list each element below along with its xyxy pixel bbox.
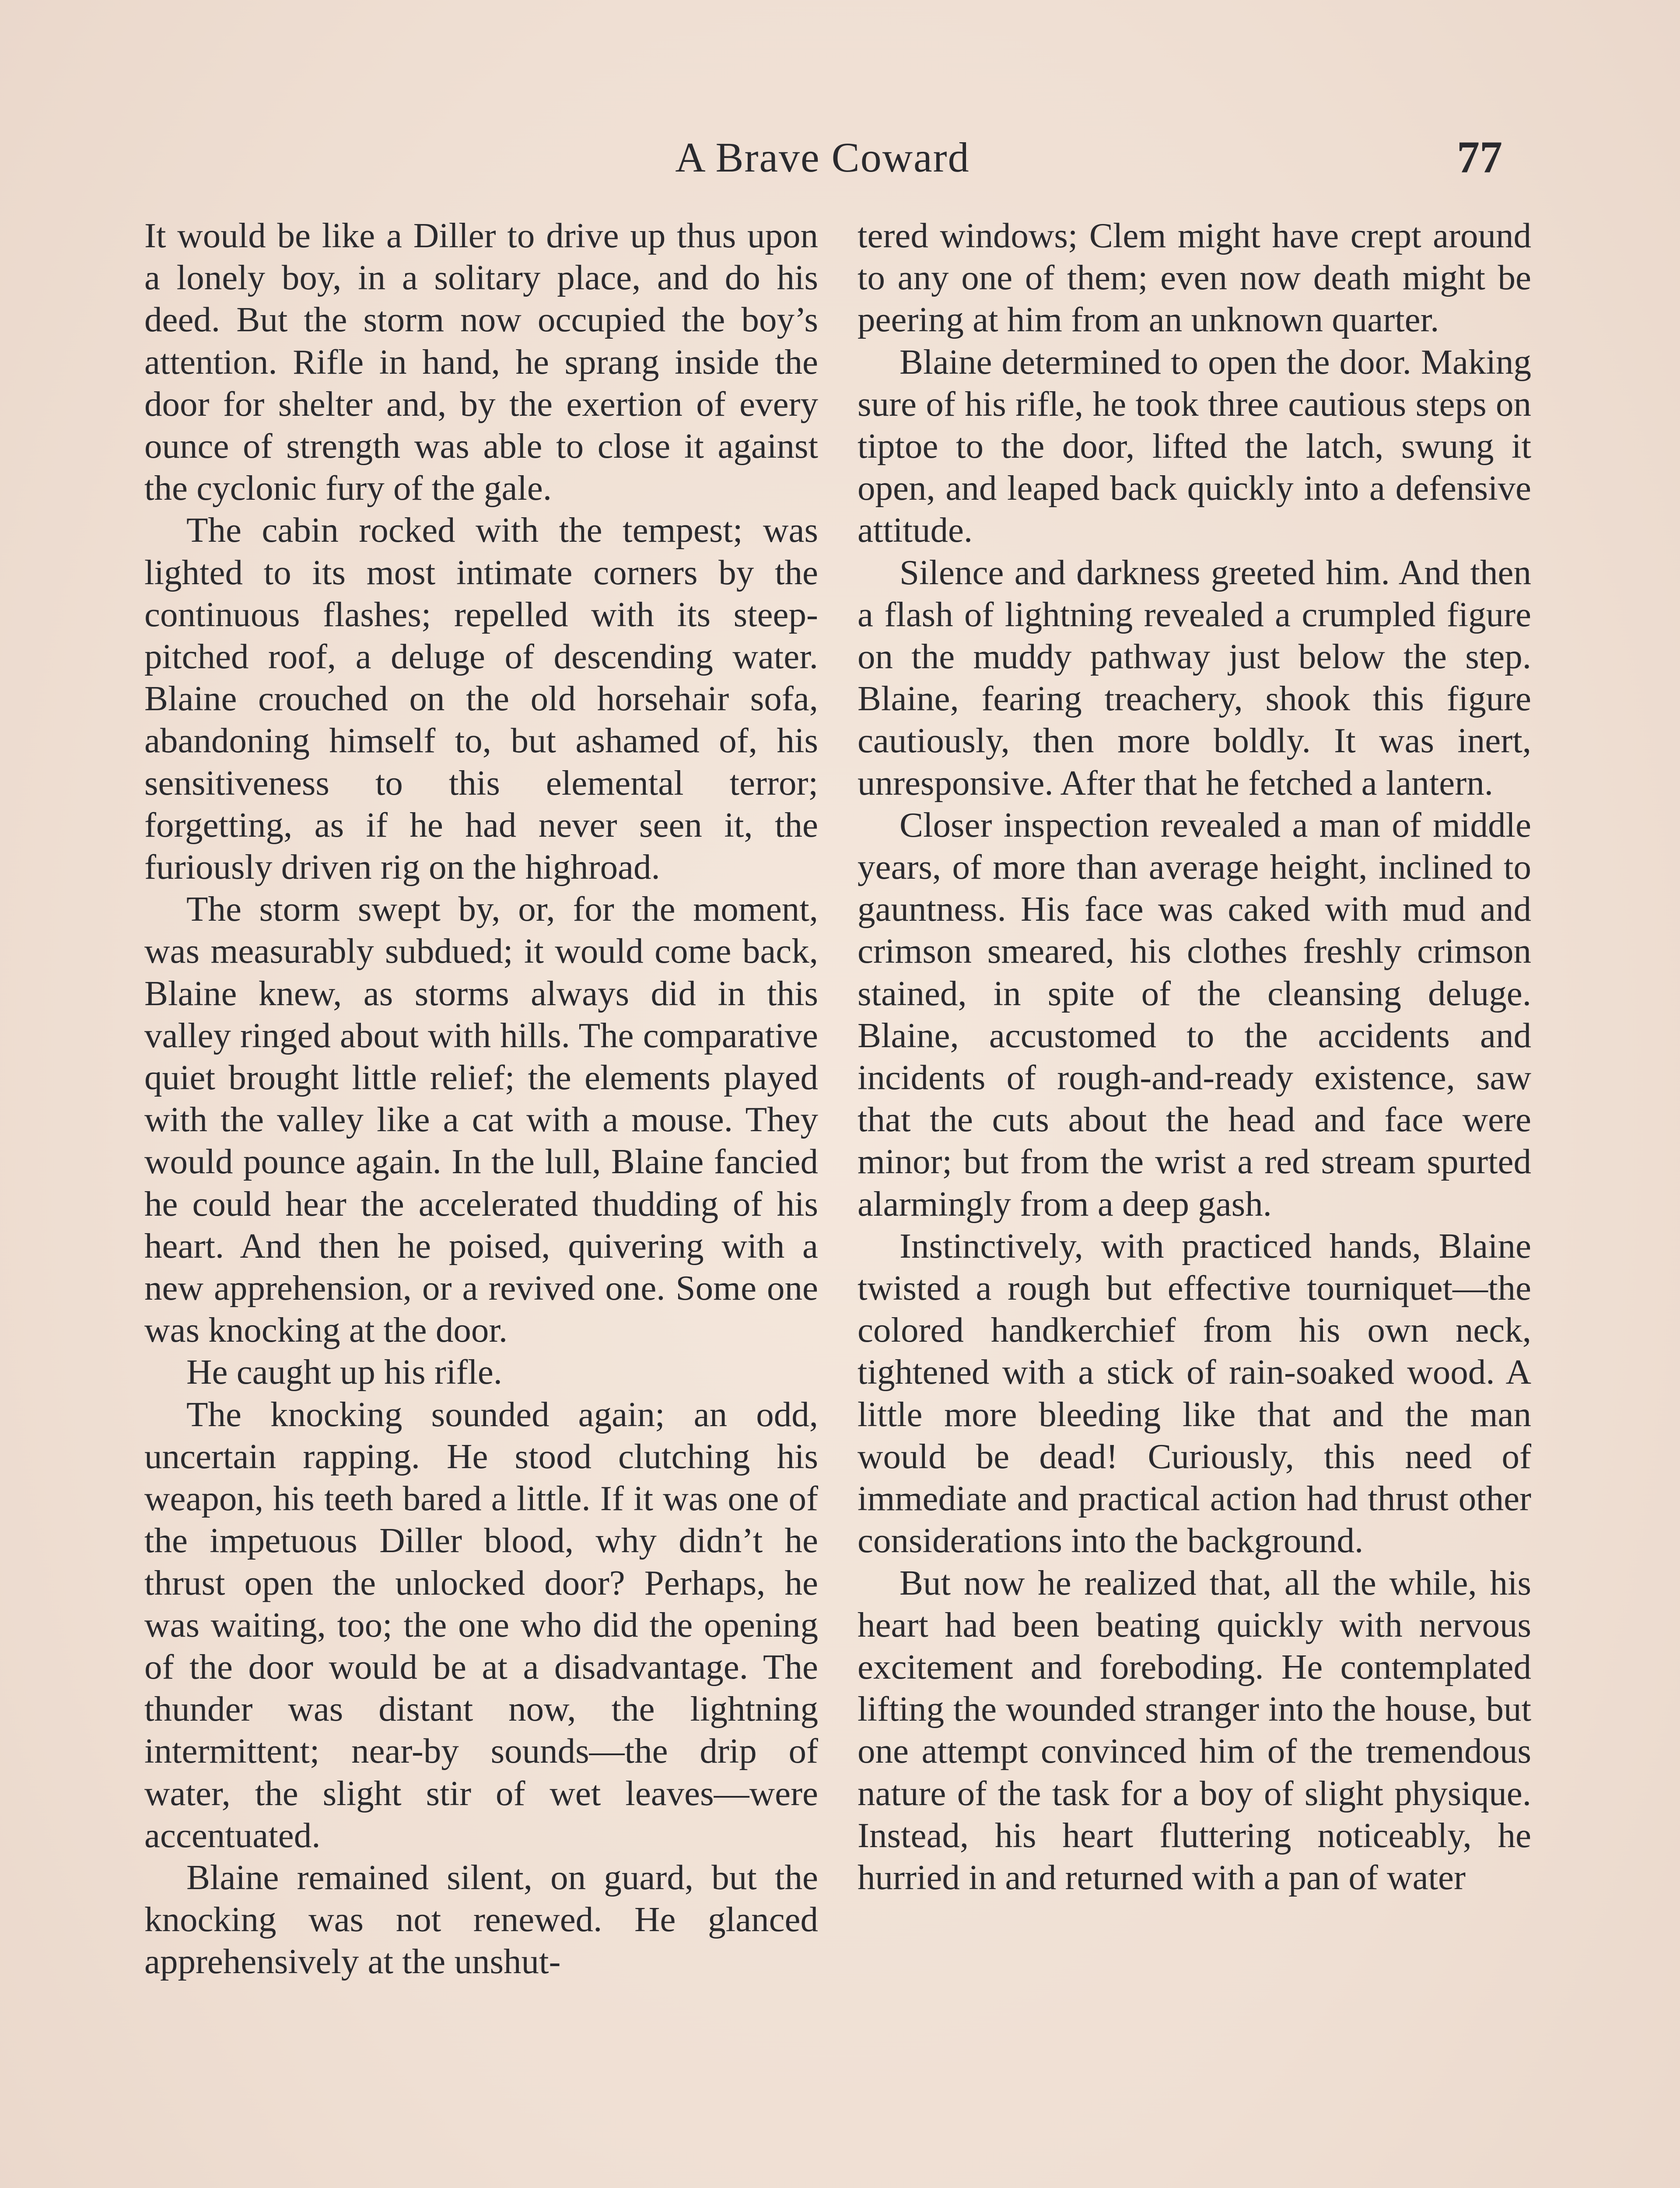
paragraph: Blaine remained silent, on guard, but the knocking was not renewed. He glanced apprehensively at the unshut- (144, 1857, 818, 1981)
paragraph: But now he realized that, all the while, his heart had been beating quickly with nervous excitement and foreboding. He contemplated lifting the wounded stranger into the house, but one attempt convinced him of the tremendous nature of the task for a boy of slight physique. Instead, his heart fluttering noticeably, he hurried in and returned with a pan of water (858, 1563, 1531, 1897)
paragraph: It would be like a Diller to drive up thus upon a lonely boy, in a solitary place, and do his deed. But the storm now occupied the boy’s attention. Rifle in hand, he sprang inside the door for shelter and, by the exertion of every ounce of strength was able to close it against the cyclonic fury of the gale. (144, 216, 818, 508)
running-title: A Brave Coward (675, 134, 970, 181)
paragraph: The knocking sounded again; an odd, uncertain rapping. He stood clutching his weapon, his teeth bared a little. If it was one of the impetuous Diller blood, why didn’t he thrust open the unlocked door? Perhaps, he was waiting, too; the one who did the opening of the door would be at a disadvantage. The thunder was distant now, the lightning intermittent; near-by sounds—the drip of water, the slight stir of wet leaves—were accentuated. (144, 1394, 818, 1855)
paragraph: Instinctively, with practiced hands, Blaine twisted a rough but effective tourniquet—the colored handkerchief from his own neck, tightened with a stick of rain-soaked wood. A little more bleeding like that and the man would be dead! Curiously, this need of immediate and practical action had thrust other considerations into the background. (858, 1226, 1531, 1560)
running-header (0, 127, 1680, 188)
right-column (858, 214, 1531, 1898)
paragraph: The cabin rocked with the tempest; was lighted to its most intimate corners by the continuous flashes; repelled with its steep-pitched roof, a deluge of descending water. Blaine crouched on the old horsehair sofa, abandoning himself to, but ashamed of, his sensitiveness to this elemental terror; forgetting, as if he had never seen it, the furiously driven rig on the highroad. (144, 510, 818, 887)
page-number: 77 (1457, 132, 1502, 182)
paragraph: Closer inspection revealed a man of middle years, of more than average height, inclined to gauntness. His face was caked with mud and crimson smeared, his clothes freshly crimson stained, in spite of the cleansing deluge. Blaine, accustomed to the accidents and incidents of rough-and-ready existence, saw that the cuts about the head and face were minor; but from the wrist a red stream spurted alarmingly from a deep gash. (858, 805, 1531, 1224)
left-column (144, 214, 818, 1983)
paragraph: The storm swept by, or, for the moment, was measurably subdued; it would come back, Blaine knew, as storms always did in this valley ringed about with hills. The comparative quiet brought little relief; the elements played with the valley like a cat with a mouse. They would pounce again. In the lull, Blaine fancied he could hear the accelerated thudding of his heart. And then he poised, quivering with a new apprehension, or a revived one. Some one was knocking at the door. (144, 889, 818, 1350)
paragraph: tered windows; Clem might have crept around to any one of them; even now death might be peering at him from an unknown quarter. (858, 216, 1531, 340)
paragraph: Silence and darkness greeted him. And then a flash of lightning revealed a crumpled figure on the muddy pathway just below the step. Blaine, fearing treachery, shook this figure cautiously, then more boldly. It was inert, unresponsive. After that he fetched a lantern. (858, 552, 1531, 803)
paragraph: Blaine determined to open the door. Making sure of his rifle, he took three cautious steps on tiptoe to the door, lifted the latch, swung it open, and leaped back quickly into a defensive attitude. (858, 342, 1531, 550)
paragraph: He caught up his rifle. (186, 1352, 503, 1392)
